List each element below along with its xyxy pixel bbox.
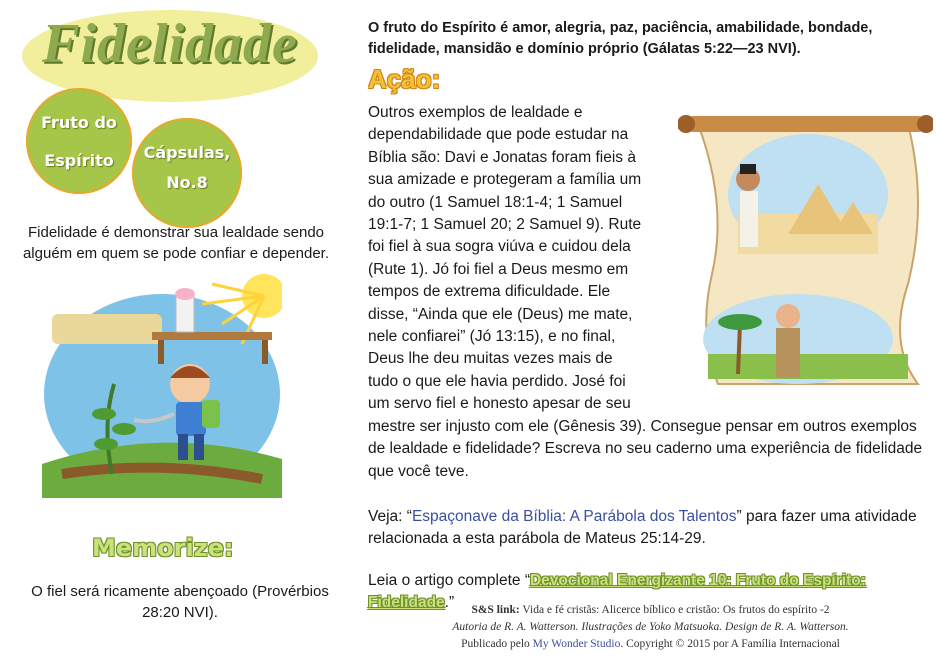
- page-title: Fidelidade: [42, 13, 298, 75]
- memory-verse: O fiel será ricamente abençoado (Provérbios 28:20 NVI).: [31, 583, 329, 621]
- action-line: nele confiarei” (Jó 13:15), e no final,: [368, 328, 616, 346]
- action-line: foi fiel à sua sogra viúva e cuidou dela: [368, 238, 631, 256]
- see-also-text: [368, 506, 933, 550]
- capsulas-badge-line-2: No.8: [166, 173, 208, 192]
- my-wonder-studio-link[interactable]: My Wonder Studio: [532, 638, 621, 650]
- see-also-prefix: Veja: “: [368, 508, 412, 525]
- action-line: sua amizade e protegeram a família um: [368, 171, 642, 189]
- see-also-suffix: ” para fazer uma atividade relacionada a esta parábola de Mateus 25:14-29.: [368, 508, 917, 547]
- action-line: dependabilidade que pode estudar na: [368, 126, 629, 144]
- action-line: tudo o que ele havia perdido. José foi: [368, 372, 626, 390]
- capsulas-badge-line-1: Cápsulas,: [143, 143, 231, 162]
- action-line: disse, “Ainda que ele (Deus) me mate,: [368, 305, 633, 323]
- fruto-badge-line-1: Fruto do: [41, 113, 117, 132]
- action-heading: Ação:: [368, 64, 441, 94]
- footer: [368, 602, 933, 653]
- footer-link-line: [368, 602, 933, 619]
- footer-publisher-line: [368, 636, 933, 653]
- action-line: Deus lhe deu muitas vezes mais de: [368, 350, 613, 368]
- action-line: Outros exemplos de lealdade e: [368, 104, 583, 121]
- article-suffix: .”: [444, 594, 455, 611]
- bible-spaceship-link[interactable]: Espaçonave da Bíblia: A Parábola dos Talentos: [411, 508, 737, 525]
- fruto-badge: [26, 88, 132, 194]
- boy-watering-plant-illustration: [42, 274, 282, 498]
- scroll-bible-scenes-illustration: [678, 84, 933, 392]
- footer-link-label: S&S link:: [471, 604, 520, 616]
- fruit-of-spirit-verse: O fruto do Espírito é amor, alegria, paz, paciência, amabilidade, bondade, fidelidade, mansidão e domínio próprio (Gálatas 5:22—23 NVI).: [368, 20, 873, 57]
- footer-pub-suffix: . Copyright © 2015 por A Família Internacional: [620, 638, 840, 650]
- action-line: 19:1-7; 1 Samuel 20; 2 Samuel 9). Rute: [368, 216, 642, 234]
- devotional-article-link[interactable]: Devocional Energizante 10: Fruto do Espírito: Fidelidade: [368, 572, 866, 611]
- action-line: (Rute 1). Jó foi fiel a Deus mesmo em: [368, 260, 629, 278]
- definition-text: Fidelidade é demonstrar sua lealdade sendo alguém em quem se pode confiar e depender.: [22, 224, 330, 262]
- action-text-narrow: [368, 102, 668, 416]
- action-line: do outro (1 Samuel 18:1-4; 1 Samuel: [368, 193, 623, 211]
- action-line: tempos de extrema dificuldade. Ele: [368, 283, 611, 301]
- footer-credits: Autoria de R. A. Watterson. Ilustrações de Yoko Matsuoka. Design de R. A. Watterson.: [452, 621, 849, 633]
- fruto-badge-line-2: Espírito: [44, 151, 114, 170]
- footer-link-text: Vida e fé cristãs: Alicerce bíblico e cristão: Os frutos do espírito -2: [519, 604, 830, 616]
- article-prefix: Leia o artigo complete “: [368, 572, 530, 589]
- footer-pub-prefix: Publicado pelo: [461, 638, 533, 650]
- memorize-heading: Memorize:: [92, 534, 234, 562]
- action-text-wide: mestre ser injusto com ele (Gênesis 39). Consegue pensar em outros exemplos de lealdade e fidelidade? Escreva no seu caderno uma experiência de fidelidade que você teve.: [368, 418, 923, 480]
- action-line: Bíblia são: Davi e Jonatas foram fieis à: [368, 148, 636, 166]
- capsulas-badge: [132, 118, 242, 228]
- action-line: um servo fiel e honesto apesar de seu: [368, 395, 631, 413]
